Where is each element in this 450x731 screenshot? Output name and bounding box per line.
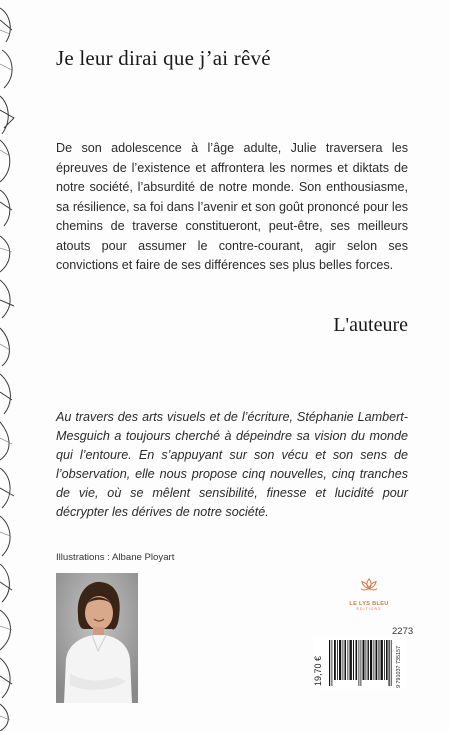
catalog-code: 2273: [392, 626, 414, 637]
author-heading: L'auteure: [333, 314, 408, 336]
publisher-name: LE LYS BLEU: [349, 601, 389, 607]
book-title: Je leur dirai que j’ai rêvé: [56, 46, 271, 70]
illustrations-credit: Illustrations : Albane Ployart: [56, 552, 175, 563]
author-bio: Au travers des arts visuels et de l’écriture, Stéphanie Lambert-Mesguich a toujours cherché à dépeindre sa vision du monde qui l’entoure. En s’appuyant sur son vécu et son sens de l’observation, elle nous propose cinq nouvelles, cinq tranches de vie, où se mêlent sensibilité, finesse et lucidité pour décrypter les dérives de notre société.: [56, 410, 408, 519]
publisher-logo: [347, 577, 391, 611]
publisher-subtitle: ÉDITIONS: [356, 607, 382, 611]
author-photo-image: [56, 573, 138, 703]
lotus-flower-icon: [360, 577, 378, 595]
book-summary: De son adolescence à l’âge adulte, Julie traversera les épreuves de l’existence et affrontera les normes et diktats de notre société, l’absurdité de notre monde. Son enthousiasme, sa résilience, sa foi dans l’avenir et son goût prononcé pour les chemins de traverse constitueront, peut-être, ses meilleurs atouts pour assumer le contre-courant, agir selon ses convictions et faire de ses différences ses plus belles forces.: [56, 141, 408, 272]
price-text: 19,70 €: [313, 655, 323, 686]
isbn-text: 9 791037 735157: [396, 646, 402, 688]
decorative-border-icon: [0, 0, 20, 731]
price-label: [312, 640, 324, 688]
author-photo: [56, 573, 138, 703]
isbn-number: [392, 639, 404, 689]
